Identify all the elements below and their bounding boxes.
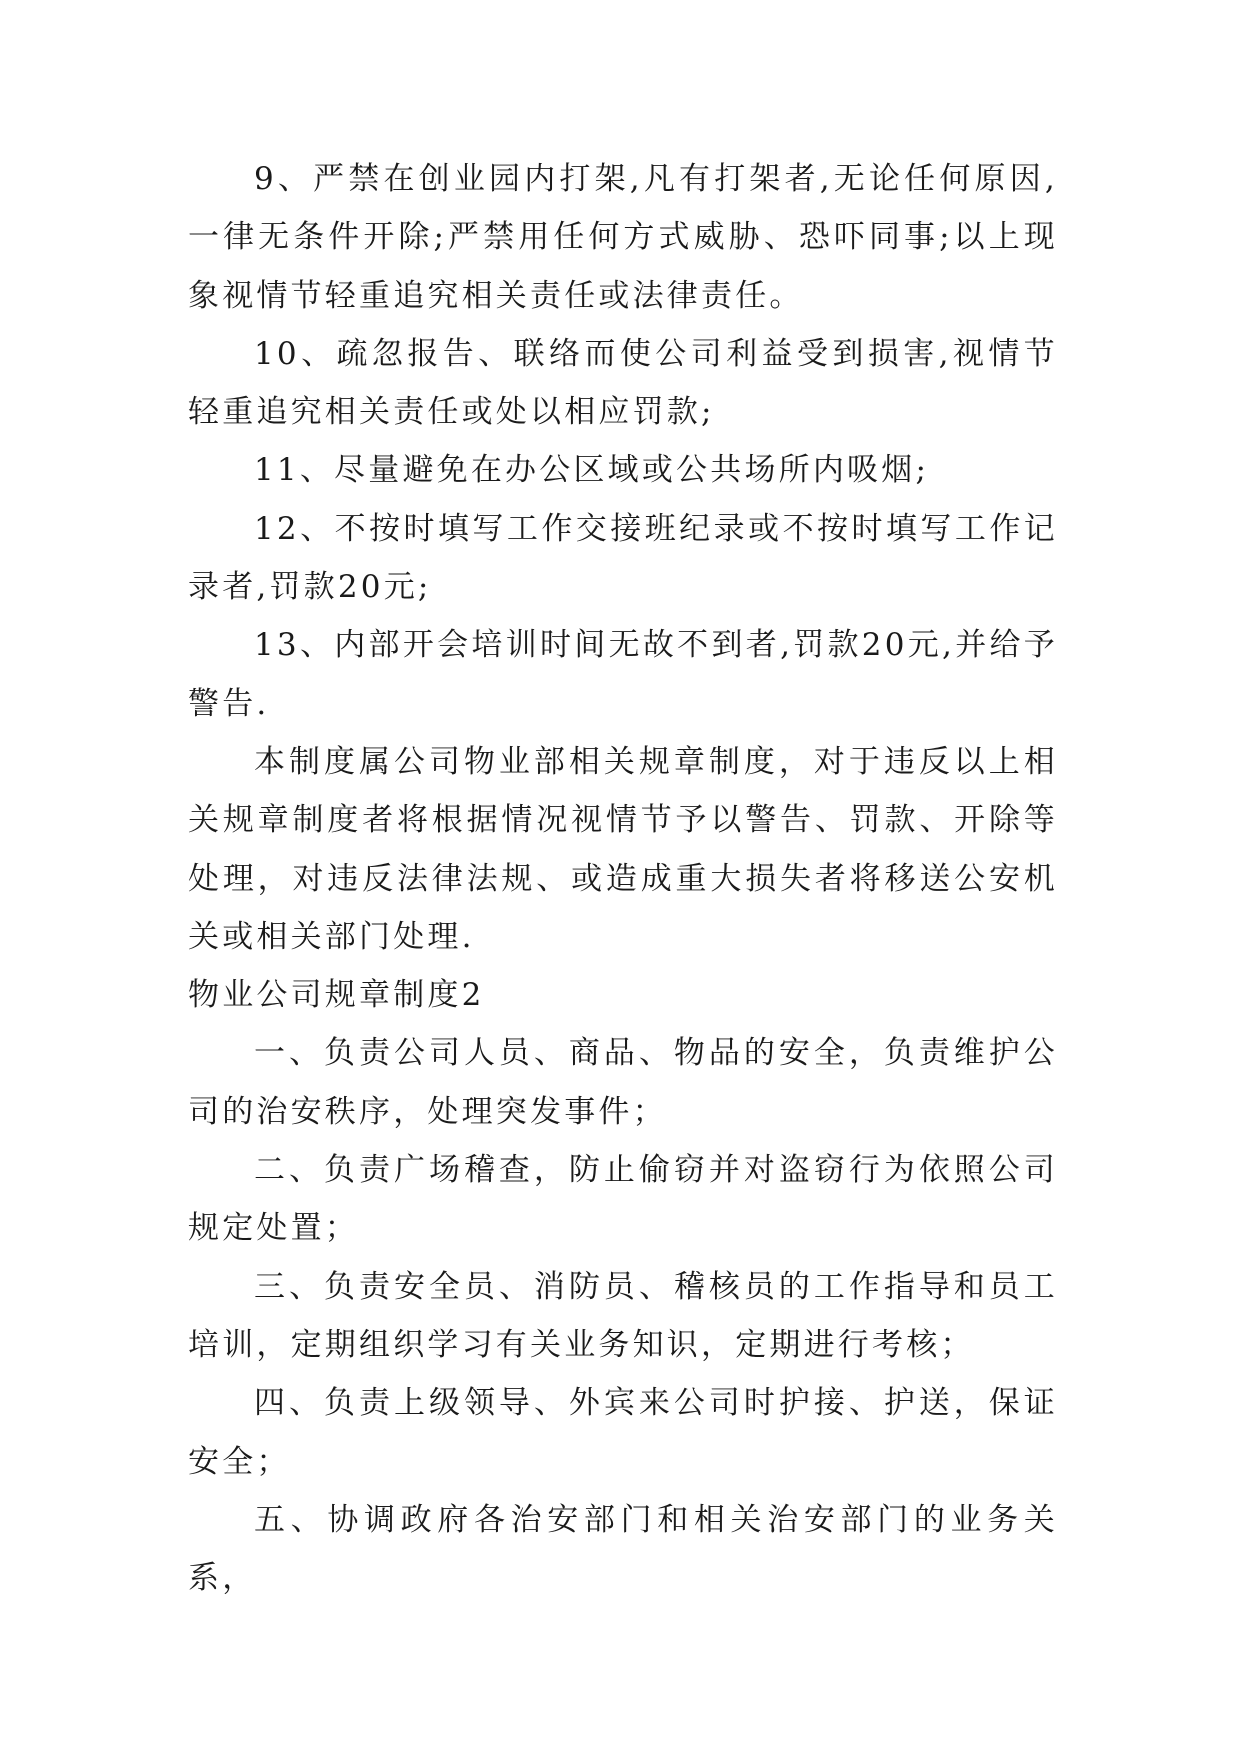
paragraph-rule-10: 10、疏忽报告、联络而使公司利益受到损害,视情节轻重追究相关责任或处以相应罚款; [188,335,1058,431]
section-item-2: 二、负责广场稽查，防止偷窃并对盗窃行为依照公司规定处置； [188,1152,1058,1247]
document-body [188,150,1058,1607]
section-title: 物业公司规章制度2 [188,977,485,1014]
paragraph-rule-13: 13、内部开会培训时间无故不到者,罚款20元,并给予警告. [188,627,1058,722]
paragraph-rule-12: 12、不按时填写工作交接班纪录或不按时填写工作记录者,罚款20元; [188,510,1058,606]
paragraph-rule-9: 9、严禁在创业园内打架,凡有打架者,无论任何原因,一律无条件开除;严禁用任何方式威胁、恐吓同事;以上现象视情节轻重追究相关责任或法律责任。 [188,161,1058,314]
section-item-4: 四、负责上级领导、外宾来公司时护接、护送，保证安全； [188,1385,1058,1480]
section-item-5: 五、协调政府各治安部门和相关治安部门的业务关系， [188,1501,1058,1597]
section-item-1: 一、负责公司人员、商品、物品的安全，负责维护公司的治安秩序，处理突发事件； [188,1035,1058,1130]
paragraph-rule-11: 11、尽量避免在办公区域或公共场所内吸烟; [254,452,930,489]
section-item-3: 三、负责安全员、消防员、稽核员的工作指导和员工培训，定期组织学习有关业务知识，定期进行考核； [188,1268,1058,1363]
paragraph-closing-note: 本制度属公司物业部相关规章制度，对于违反以上相关规章制度者将根据情况视情节予以警告、罚款、开除等处理，对违反法律法规、或造成重大损失者将移送公安机关或相关部门处理. [188,743,1058,955]
